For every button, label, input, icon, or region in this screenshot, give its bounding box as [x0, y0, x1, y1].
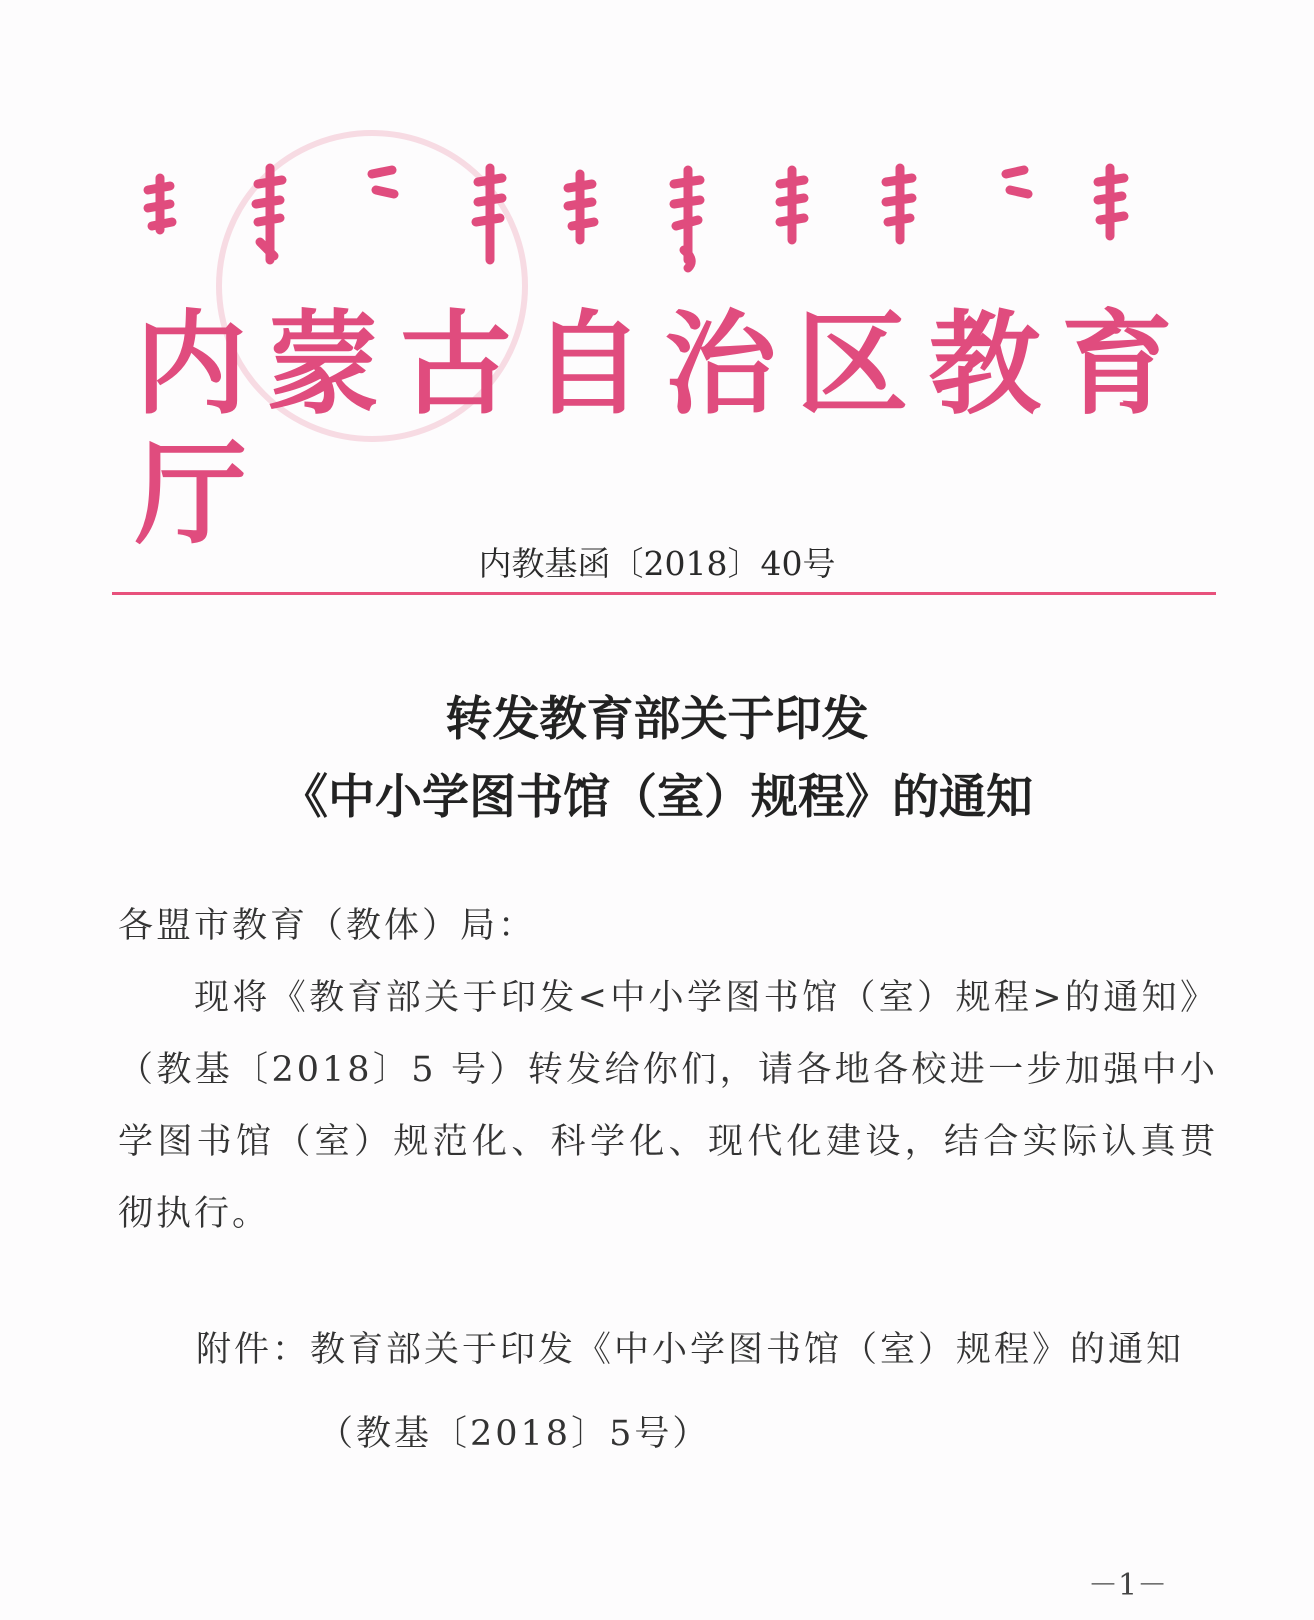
- mongolian-script-header: [140, 160, 1180, 280]
- document-title-line-2: 《中小学图书馆（室）规程》的通知: [281, 770, 1033, 825]
- red-separator-rule: [112, 592, 1216, 595]
- salutation: 各盟市教育（教体）局：: [118, 906, 537, 946]
- page-number: －1－: [1088, 1568, 1168, 1603]
- document-title-line-1: 转发教育部关于印发: [445, 692, 869, 747]
- document-number: 内教基函〔2018〕40号: [478, 544, 836, 583]
- attachment-line-2: （教基〔2018〕5号）: [318, 1414, 711, 1454]
- attachment-line-1: 附件：教育部关于印发《中小学图书馆（室）规程》的通知: [196, 1330, 1185, 1370]
- body-paragraph: 现将《教育部关于印发<中小学图书馆（室）规程>的通知》（教基〔2018〕5 号）转发给你们，请各地各校进一步加强中小学图书馆（室）规范化、科学化、现代化建设，结合实际认真贯彻执行。: [118, 978, 1218, 1234]
- issuing-agency-header: 内蒙古自治区教育厅: [135, 299, 1185, 560]
